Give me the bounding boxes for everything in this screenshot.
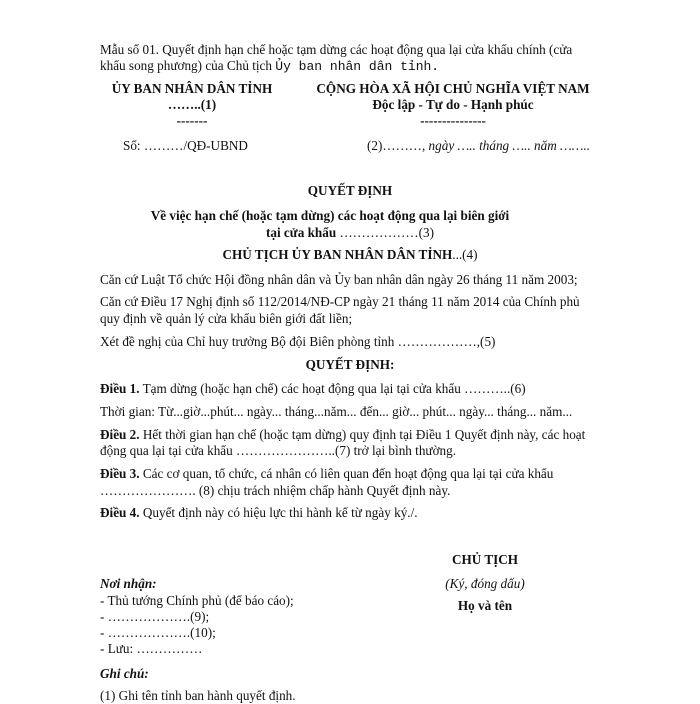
decision-authority <box>0 247 700 263</box>
subject-border-gate: tại cửa khẩu <box>265 225 337 240</box>
article-4-text: Quyết định này có hiệu lực thi hành kể từ ngày ký./. <box>139 505 418 520</box>
form-note-line2-mono: Ủy ban nhân dân tỉnh. <box>275 59 440 74</box>
signature-note: (Ký, đóng dấu) <box>445 576 525 591</box>
basis-law: Căn cứ Luật Tổ chức Hội đồng nhân dân và Ủy ban nhân dân ngày 26 tháng 11 năm 2003; <box>100 272 578 287</box>
decision-title: QUYẾT ĐỊNH <box>307 183 393 198</box>
article-2-line2: động qua lại tại cửa khẩu …………………..(7) trở lại bình thường. <box>100 443 457 458</box>
signer-name: Họ và tên <box>457 598 513 613</box>
article-3-line1 <box>100 466 553 482</box>
date-text: ngày ….. tháng ….. năm …….. <box>428 138 591 153</box>
form-note-line1: Mẫu số 01. Quyết định hạn chế hoặc tạm dừng các hoạt động qua lại cửa khẩu chính (cửa <box>100 42 573 57</box>
basis-proposal: Xét đề nghị của Chỉ huy trưởng Bộ đội Biên phòng tỉnh ………………,(5) <box>100 334 496 349</box>
article-2-text: Hết thời gian hạn chế (hoặc tạm dừng) quy định tại Điều 1 Quyết định này, các hoạt <box>139 427 586 442</box>
authority-title: CHỦ TỊCH ỦY BAN NHÂN DÂN TỈNH <box>222 247 453 262</box>
agency-dashes: ------- <box>176 113 208 128</box>
article-2-label: Điều 2. <box>100 427 140 442</box>
authority-placeholder: ...(4) <box>452 247 478 262</box>
subject-placeholder: ………………(3) <box>336 225 434 240</box>
article-1-text: Tạm dừng (hoặc hạn chế) các hoạt động qua lại tại cửa khẩu ………..(6) <box>139 381 526 396</box>
recipient-item: - Thủ tướng Chính phủ (để báo cáo); <box>100 593 294 608</box>
recipient-item: - ……………….(10); <box>100 625 216 640</box>
basis-decree-line2: quy định về quản lý cửa khẩu biên giới đất liền; <box>100 311 353 326</box>
article-1-label: Điều 1. <box>100 381 140 396</box>
national-motto: Độc lập - Tự do - Hạnh phúc <box>372 97 534 112</box>
article-3-text: Các cơ quan, tổ chức, cá nhân có liên quan đến hoạt động qua lại tại cửa khẩu <box>139 466 554 481</box>
article-1-time: Thời gian: Từ...giờ...phút... ngày... tháng...năm... đến... giờ... phút... ngày... tháng... năm... <box>100 404 573 419</box>
nation-name: CỘNG HÒA XÃ HỘI CHỦ NGHĨA VIỆT NAM <box>316 81 590 96</box>
footnotes-title: Ghi chú: <box>100 666 149 681</box>
footnote-1: (1) Ghi tên tỉnh ban hành quyết định. <box>100 688 296 703</box>
recipients-title: Nơi nhận: <box>100 576 157 591</box>
decision-subject-line2 <box>0 225 700 241</box>
agency-name: ỦY BAN NHÂN DÂN TỈNH <box>111 81 273 96</box>
article-4-label: Điều 4. <box>100 505 140 520</box>
agency-placeholder: ……..(1) <box>167 97 217 112</box>
form-note-line2-text: khẩu song phương) của Chủ tịch <box>100 58 276 73</box>
document-date <box>367 138 590 154</box>
basis-decree-line1: Căn cứ Điều 17 Nghị định số 112/2014/NĐ-CP ngày 21 tháng 11 năm 2014 của Chính phủ <box>100 294 580 309</box>
document-number: Số: ………/QĐ-UBND <box>123 138 248 153</box>
form-note-line2 <box>100 58 439 74</box>
article-1 <box>100 381 526 397</box>
article-2-line1 <box>100 427 585 443</box>
date-place: (2)………, <box>367 138 429 153</box>
recipient-item: - Lưu: …………… <box>100 641 203 656</box>
article-4 <box>100 505 418 521</box>
motto-dashes: --------------- <box>420 113 486 128</box>
article-3-label: Điều 3. <box>100 466 140 481</box>
decision-subject-line1: Về việc hạn chế (hoặc tạm dừng) các hoạt động qua lại biên giới <box>150 208 510 223</box>
article-3-line2: …………………. (8) chịu trách nhiệm chấp hành Quyết định này. <box>100 483 451 498</box>
signature-role: CHỦ TỊCH <box>451 552 519 567</box>
decides-heading: QUYẾT ĐỊNH: <box>305 357 395 372</box>
recipient-item: - ……………….(9); <box>100 609 210 624</box>
